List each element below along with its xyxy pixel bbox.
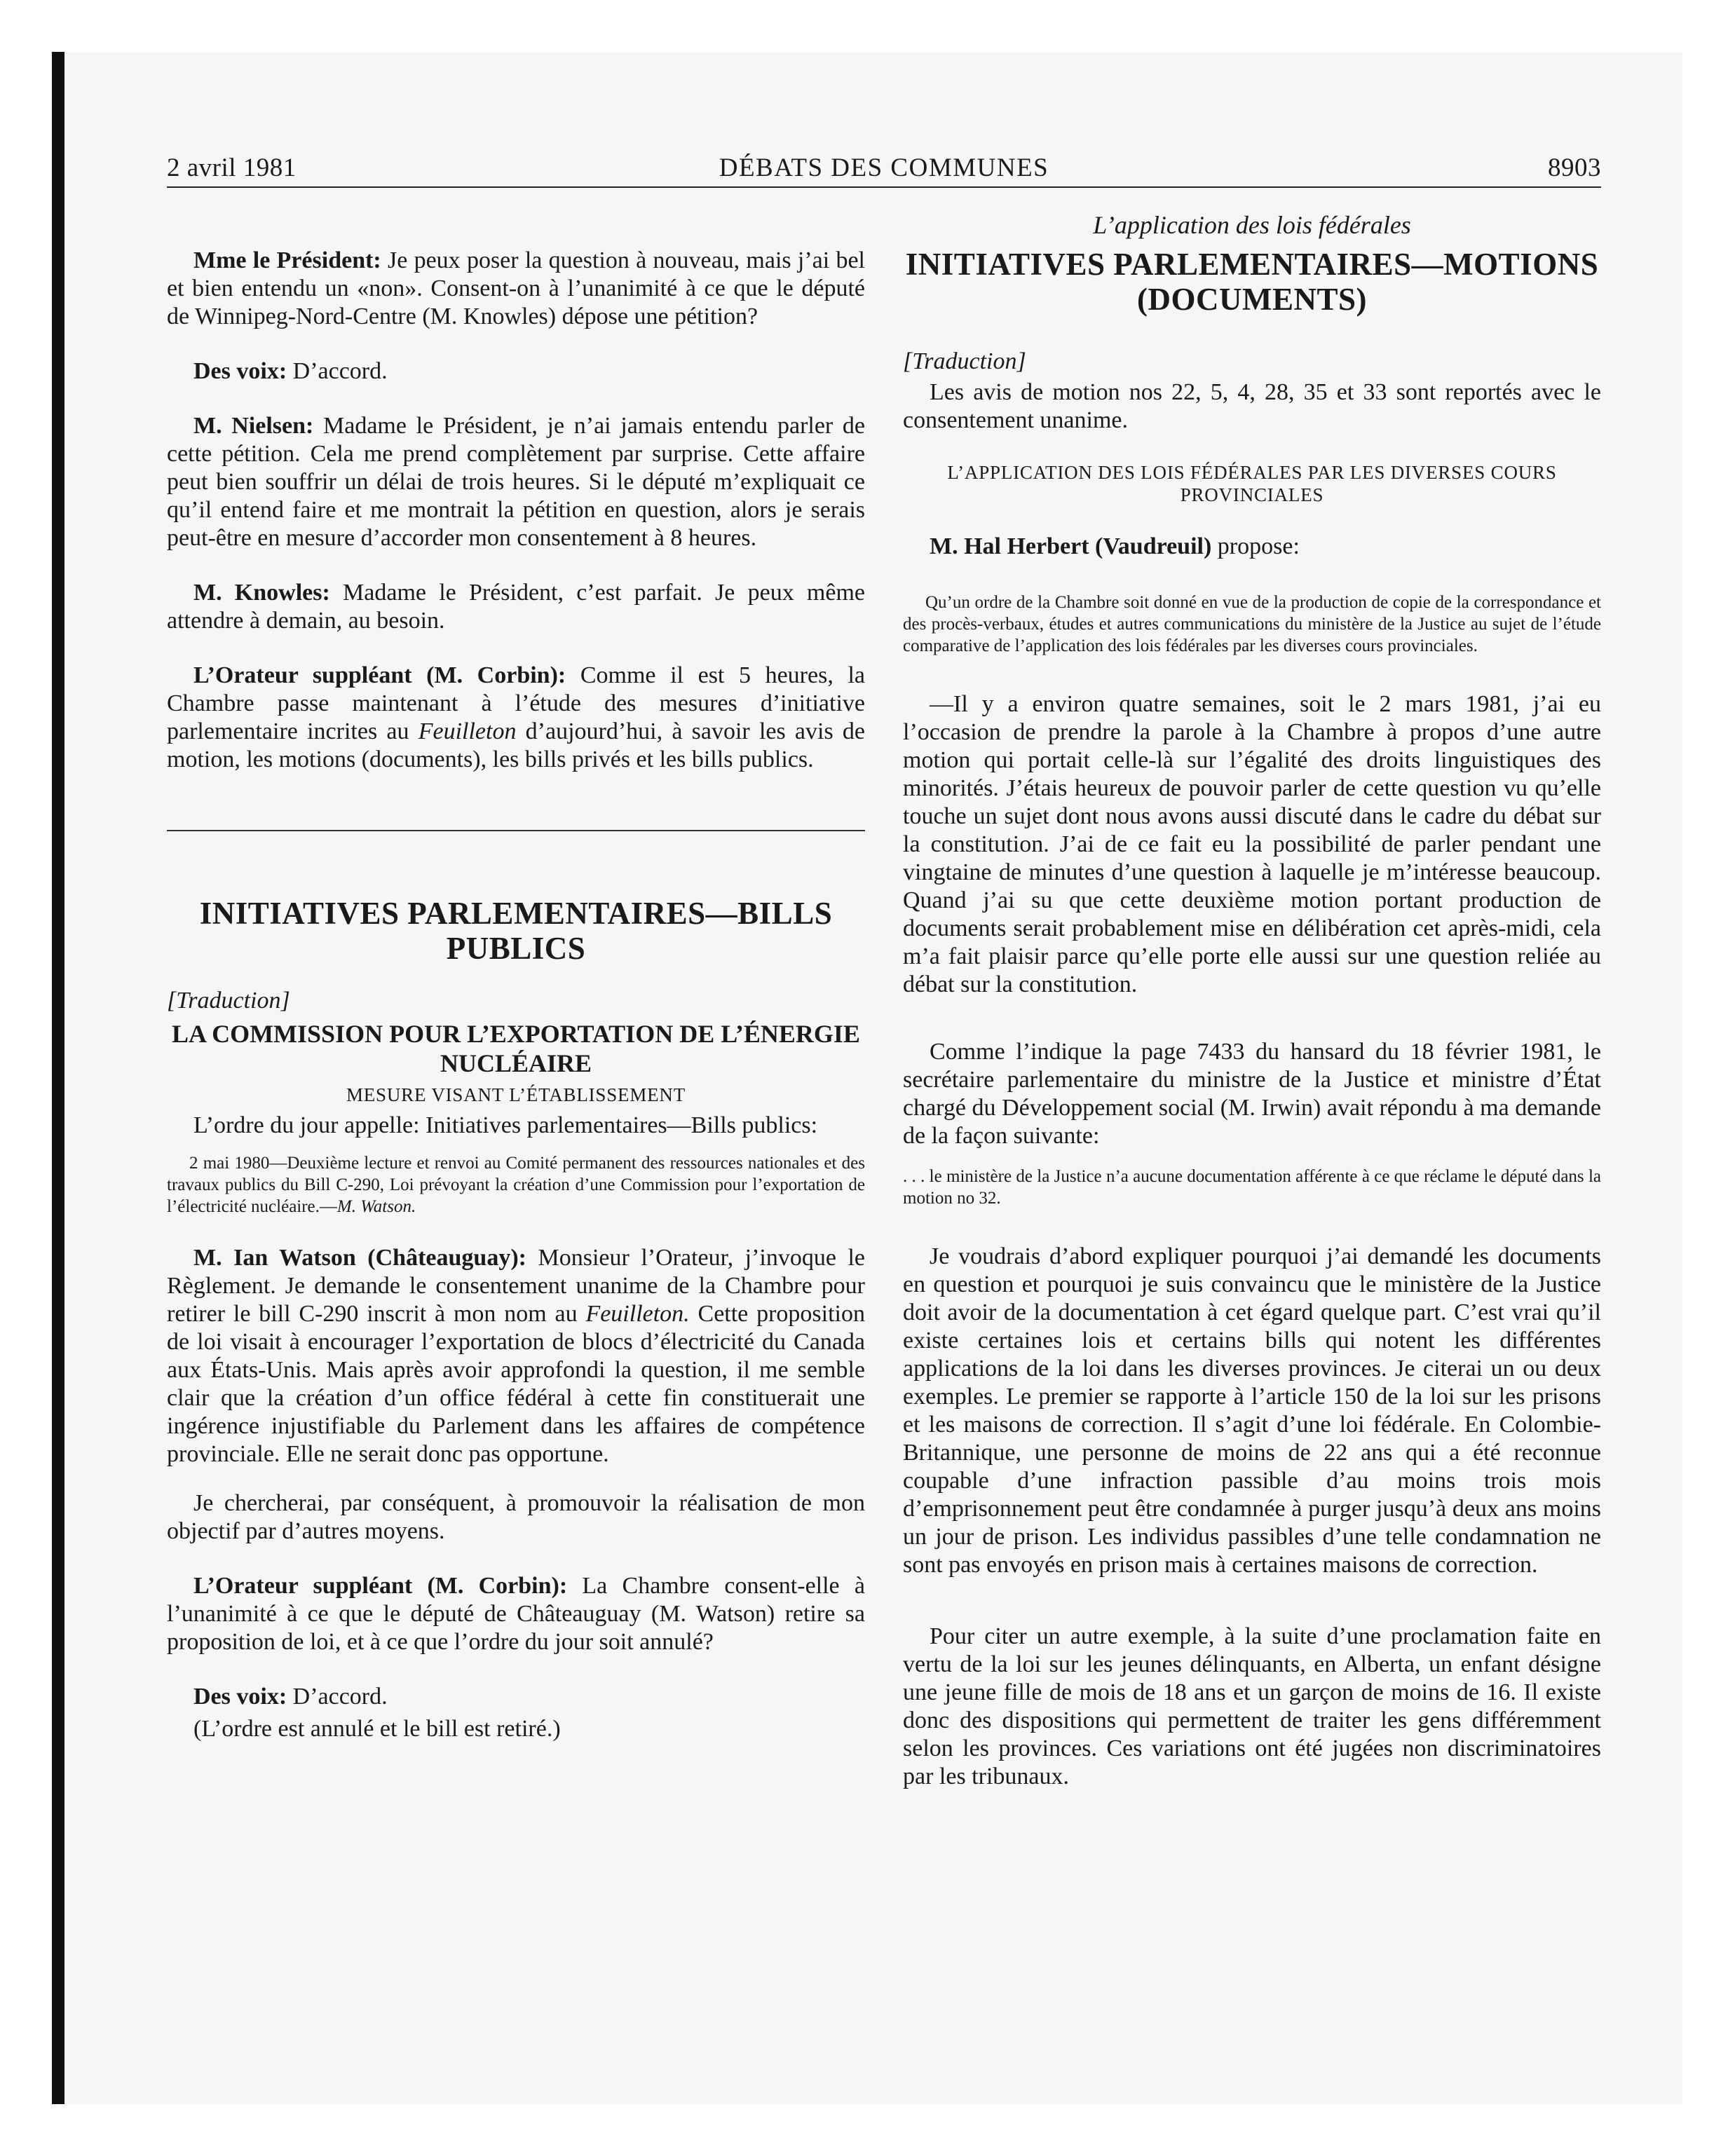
speech-paragraph: Comme l’indique la page 7433 du hansard du 18 février 1981, le secrétaire parlementaire du ministre de la Justice et ministre d’État chargé du Développement social (M. Irwin) avait répondu à ma demande de la façon suivante:: [903, 1039, 1601, 1149]
speech-text: D’accord.: [287, 358, 388, 384]
running-topic: L’application des lois fédérales: [1093, 211, 1411, 239]
left-column: [167, 210, 865, 1743]
motion-quote: Qu’un ordre de la Chambre soit donné en vue de la production de copie de la correspondance et des procès-verbaux, études et autres communications du ministère de la Justice au sujet de l’étude comparative de l’application des lois fédérales par les diverses cours provinciales.: [903, 593, 1601, 655]
speech-text: d’aujourd’hui, à savoir les avis de motion, les motions (documents), les bills privés et les bills publics.: [167, 718, 865, 772]
speech-text: Monsieur l’Orateur, j’invoque le Règlement. Je demande le consentement unanime de la Chambre pour retirer le bill C-290 inscrit à mon nom au: [167, 1245, 865, 1327]
section-heading: INITIATIVES PARLEMENTAIRES—MOTIONS (DOCUMENTS): [905, 247, 1599, 317]
header-page-number: 8903: [1548, 153, 1601, 182]
scan-binding-edge: [52, 52, 64, 2104]
bill-subtitle: MESURE VISANT L’ÉTABLISSEMENT: [346, 1084, 686, 1105]
speech-paragraph: [167, 1683, 865, 1711]
procedural-note: (L’ordre est annulé et le bill est retiré.): [193, 1716, 561, 1742]
speech-paragraph: [167, 1572, 865, 1656]
speech-text: Comme il est 5 heures, la Chambre passe maintenant à l’étude des mesures d’initiative parlementaire incrites au: [167, 662, 865, 744]
speech-paragraph: [167, 412, 865, 552]
speech-text: Madame le Président, je n’ai jamais entendu parler de cette pétition. Cela me prend complètement par surprise. Cette affaire peut bien souffrir un délai de trois heures. Si le député m’expliquait ce qu’il entend faire et me montrait la pétition en question, alors je serais peut-être en mesure d’accorder mon consentement à 8 heures.: [167, 413, 865, 551]
speaker-name: L’Orateur suppléant (M. Corbin):: [193, 1573, 568, 1599]
right-column: [903, 210, 1601, 1791]
speech-text: propose:: [1211, 533, 1300, 559]
motion-title: L’APPLICATION DES LOIS FÉDÉRALES PAR LES DIVERSES COURS PROVINCIALES: [947, 462, 1557, 505]
quote-author: M. Watson.: [336, 1197, 416, 1216]
italic-text: Feuilleton: [418, 718, 517, 744]
speaker-name: M. Knowles:: [193, 580, 330, 606]
bill-title: LA COMMISSION POUR L’EXPORTATION DE L’ÉNERGIE NUCLÉAIRE: [172, 1020, 860, 1077]
speech-text: Cette proposition de loi visait à encourager l’exportation de blocs d’électricité du Canada aux États-Unis. Mais après avoir approfondi la question, il me semble clair que la création d’un office fédéral à cette fin constituerait une ingérence injustifiable du Parlement dans les affaires de compétence provinciale. Elle ne serait donc pas opportune.: [167, 1301, 865, 1467]
speaker-name: M. Nielsen:: [193, 413, 314, 439]
order-of-day-paragraph: L’ordre du jour appelle: Initiatives parlementaires—Bills publics:: [193, 1112, 818, 1138]
reply-quote: . . . le ministère de la Justice n’a aucune documentation afférente à ce que réclame le député dans la motion no 32.: [903, 1167, 1601, 1208]
speaker-name: L’Orateur suppléant (M. Corbin):: [193, 662, 566, 688]
speaker-name: M. Ian Watson (Châteauguay):: [193, 1245, 526, 1271]
order-quote: [167, 1152, 865, 1217]
speech-paragraph: Pour citer un autre exemple, à la suite d’une proclamation faite en vertu de la loi sur les jeunes délinquants, en Alberta, un enfant désigne une jeune fille de mois de 18 ans et un garçon de moins de 16. Il existe donc des dispositions qui permettent de traiter les gens différemment selon les provinces. Ces variations ont été jugées non discriminatoires par les tribunaux.: [903, 1623, 1601, 1789]
notice-paragraph: Les avis de motion nos 22, 5, 4, 28, 35 et 33 sont reportés avec le consentement unanime.: [903, 379, 1601, 433]
header-publication-title: DÉBATS DES COMMUNES: [719, 153, 1049, 182]
speech-text: Madame le Président, c’est parfait. Je peux même attendre à demain, au besoin.: [167, 580, 865, 634]
header-rule: [167, 186, 1601, 188]
speech-paragraph: [167, 662, 865, 774]
speech-paragraph: Je voudrais d’abord expliquer pourquoi j’ai demandé les documents en question et pourquoi je suis convaincu que le ministère de la Justice doit avoir de la documentation à cet égard quelque part. C’est vrai qu’il existe certaines lois et certains bills qui notent les différentes applications de la loi dans les diverses provinces. Je citerai un ou deux exemples. Le premier se rapporte à l’article 150 de la loi sur les prisons et les maisons de correction. Il s’agit d’une loi fédérale. En Colombie-Britannique, une personne de moins de 22 ans qui a été reconnue coupable d’une infraction passible d’au moins trois mois d’emprisonnement peut être condamnée à purger jusqu’à deux ans moins un jour de prison. Les individus passibles d’une telle condamnation ne sont pas envoyés en prison mais à certaines maisons de correction.: [903, 1243, 1601, 1578]
speaker-name: Mme le Président:: [193, 247, 381, 273]
translation-marker: [Traduction]: [167, 988, 290, 1014]
section-heading: INITIATIVES PARLEMENTAIRES—BILLS PUBLICS: [199, 896, 833, 966]
translation-marker: [Traduction]: [903, 348, 1026, 374]
speech-text: Je peux poser la question à nouveau, mais j’ai bel et bien entendu un «non». Consent-on à l’unanimité à ce que le député de Winnipeg-Nord-Centre (M. Knowles) dépose une pétition?: [167, 247, 865, 329]
speech-paragraph: [167, 579, 865, 635]
speech-paragraph: [167, 357, 865, 386]
speech-text: D’accord.: [287, 1684, 388, 1710]
running-header: [167, 153, 1601, 185]
speech-paragraph: —Il y a environ quatre semaines, soit le 2 mars 1981, j’ai eu l’occasion de prendre la parole à la Chambre à propos d’une autre motion qui portait celle-là sur l’égalité des droits linguistiques des minorités. J’étais heureux de pouvoir parler de cette question vu qu’elle touche un sujet dont nous avons aussi discuté dans le cadre du débat sur la constitution. J’ai de ce fait eu la possibilité de parler pendant une vingtaine de minutes d’une question à laquelle je m’intéresse beaucoup. Quand j’ai su que cette deuxième motion portant production de documents serait probablement mise en délibération cet après-midi, cela m’a fait plaisir parce qu’elle porte elle aussi sur une question reliée au débat sur la constitution.: [903, 691, 1601, 997]
speaker-name: Des voix:: [193, 1684, 287, 1710]
speech-text: La Chambre consent-elle à l’unanimité à ce que le député de Châteauguay (M. Watson) retire sa proposition de loi, et à ce que l’ordre du jour soit annulé?: [167, 1573, 865, 1655]
italic-text: Feuilleton.: [585, 1301, 690, 1327]
speech-paragraph: [903, 533, 1601, 561]
speaker-name: Des voix:: [193, 358, 287, 384]
speech-paragraph: [167, 247, 865, 331]
header-date: 2 avril 1981: [167, 153, 297, 182]
speaker-name: M. Hal Herbert (Vaudreuil): [930, 533, 1212, 559]
speech-paragraph: Je chercherai, par conséquent, à promouvoir la réalisation de mon objectif par d’autres moyens.: [167, 1490, 865, 1544]
quote-text: 2 mai 1980—Deuxième lecture et renvoi au Comité permanent des ressources nationales et des travaux publics du Bill C-290, Loi prévoyant la création d’une Commission pour l’exportation de l’électricité nucléaire.—: [167, 1154, 865, 1216]
speech-paragraph: [167, 1244, 865, 1468]
